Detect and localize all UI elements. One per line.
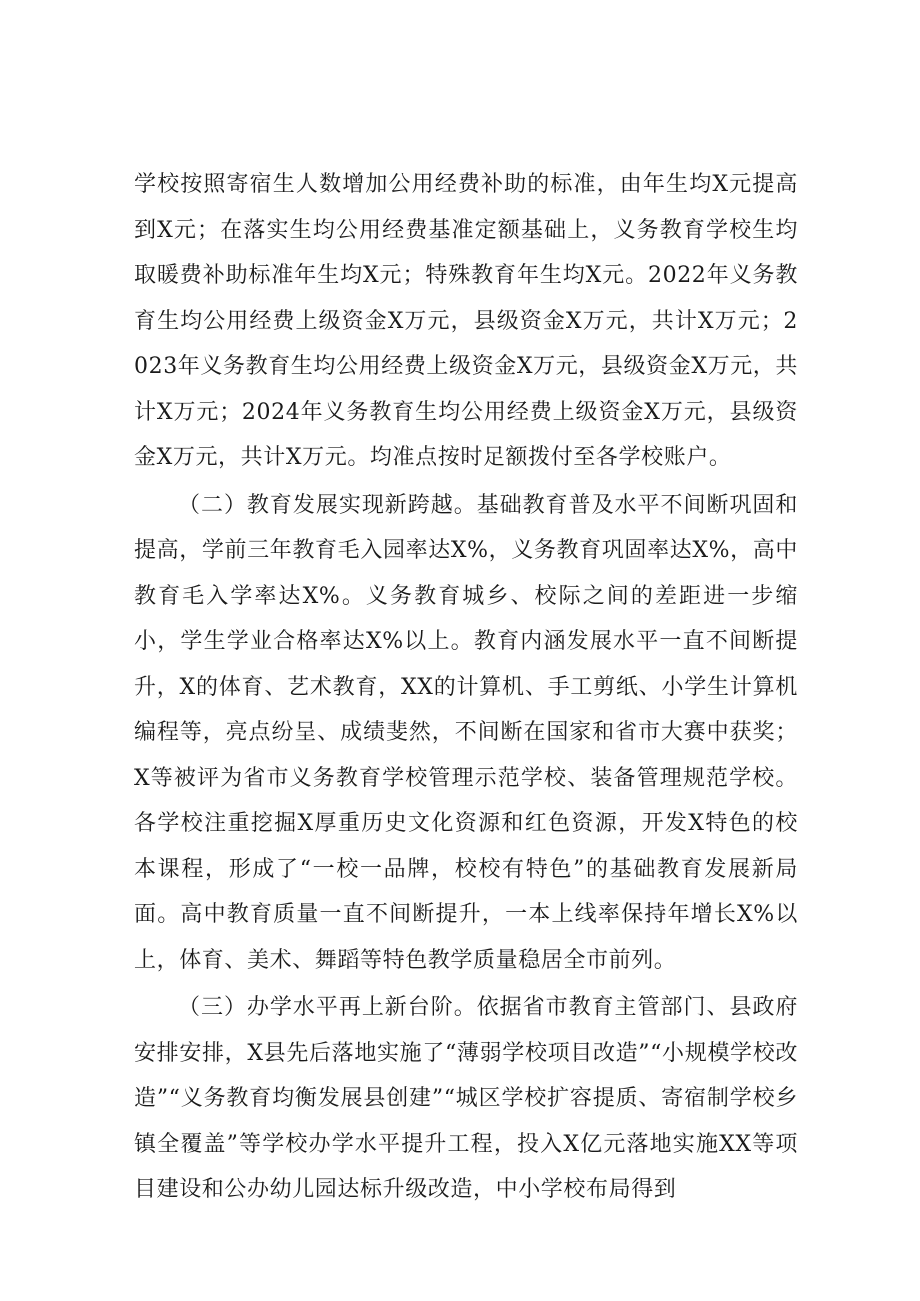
paragraph-education-development: （二）教育发展实现新跨越。基础教育普及水平不间断巩固和提高，学前三年教育毛入园率达X%，义务教育巩固率达X%，高中教育毛入学率达X%。义务教育城乡、校际之间的差距进一步缩小，学生学业合格率达X%以上。教育内涵发展水平一直不间断提升，X的体育、艺术教育，XX的计算机、手工剪纸、小学生计算机编程等，亮点纷呈、成绩斐然，不间断在国家和省市大赛中获奖；X等被评为省市义务教育学校管理示范学校、装备管理规范学校。各学校注重挖掘X厚重历史文化资源和红色资源，开发X特色的校本课程，形成了“一校一品牌，校校有特色”的基础教育发展新局面。高中教育质量一直不间断提升，一本上线率保持年增长X%以上，体育、美术、舞蹈等特色教学质量稳居全市前列。 bbox=[134, 492, 798, 973]
paragraph-funding-standards: 学校按照寄宿生人数增加公用经费补助的标准，由年生均X元提高到X元；在落实生均公用经费基准定额基础上，义务教育学校生均取暖费补助标准年生均X元；特殊教育年生均X元。2022年义务教育生均公用经费上级资金X万元，县级资金X万元，共计X万元；2023年义务教育生均公用经费上级资金X万元，县级资金X万元，共计X万元；2024年义务教育生均公用经费上级资金X万元，县级资金X万元，共计X万元。均准点按时足额拨付至各学校账户。 bbox=[134, 172, 798, 470]
document-body bbox=[134, 162, 798, 1213]
paragraph-school-level: （三）办学水平再上新台阶。依据省市教育主管部门、县政府安排安排，X县先后落地实施了“薄弱学校项目改造”“小规模学校改造”“义务教育均衡发展县创建”“城区学校扩容提质、寄宿制学校乡镇全覆盖”等学校办学水平提升工程，投入X亿元落地实施XX等项目建设和公办幼儿园达标升级改造，中小学校布局得到 bbox=[134, 995, 798, 1202]
